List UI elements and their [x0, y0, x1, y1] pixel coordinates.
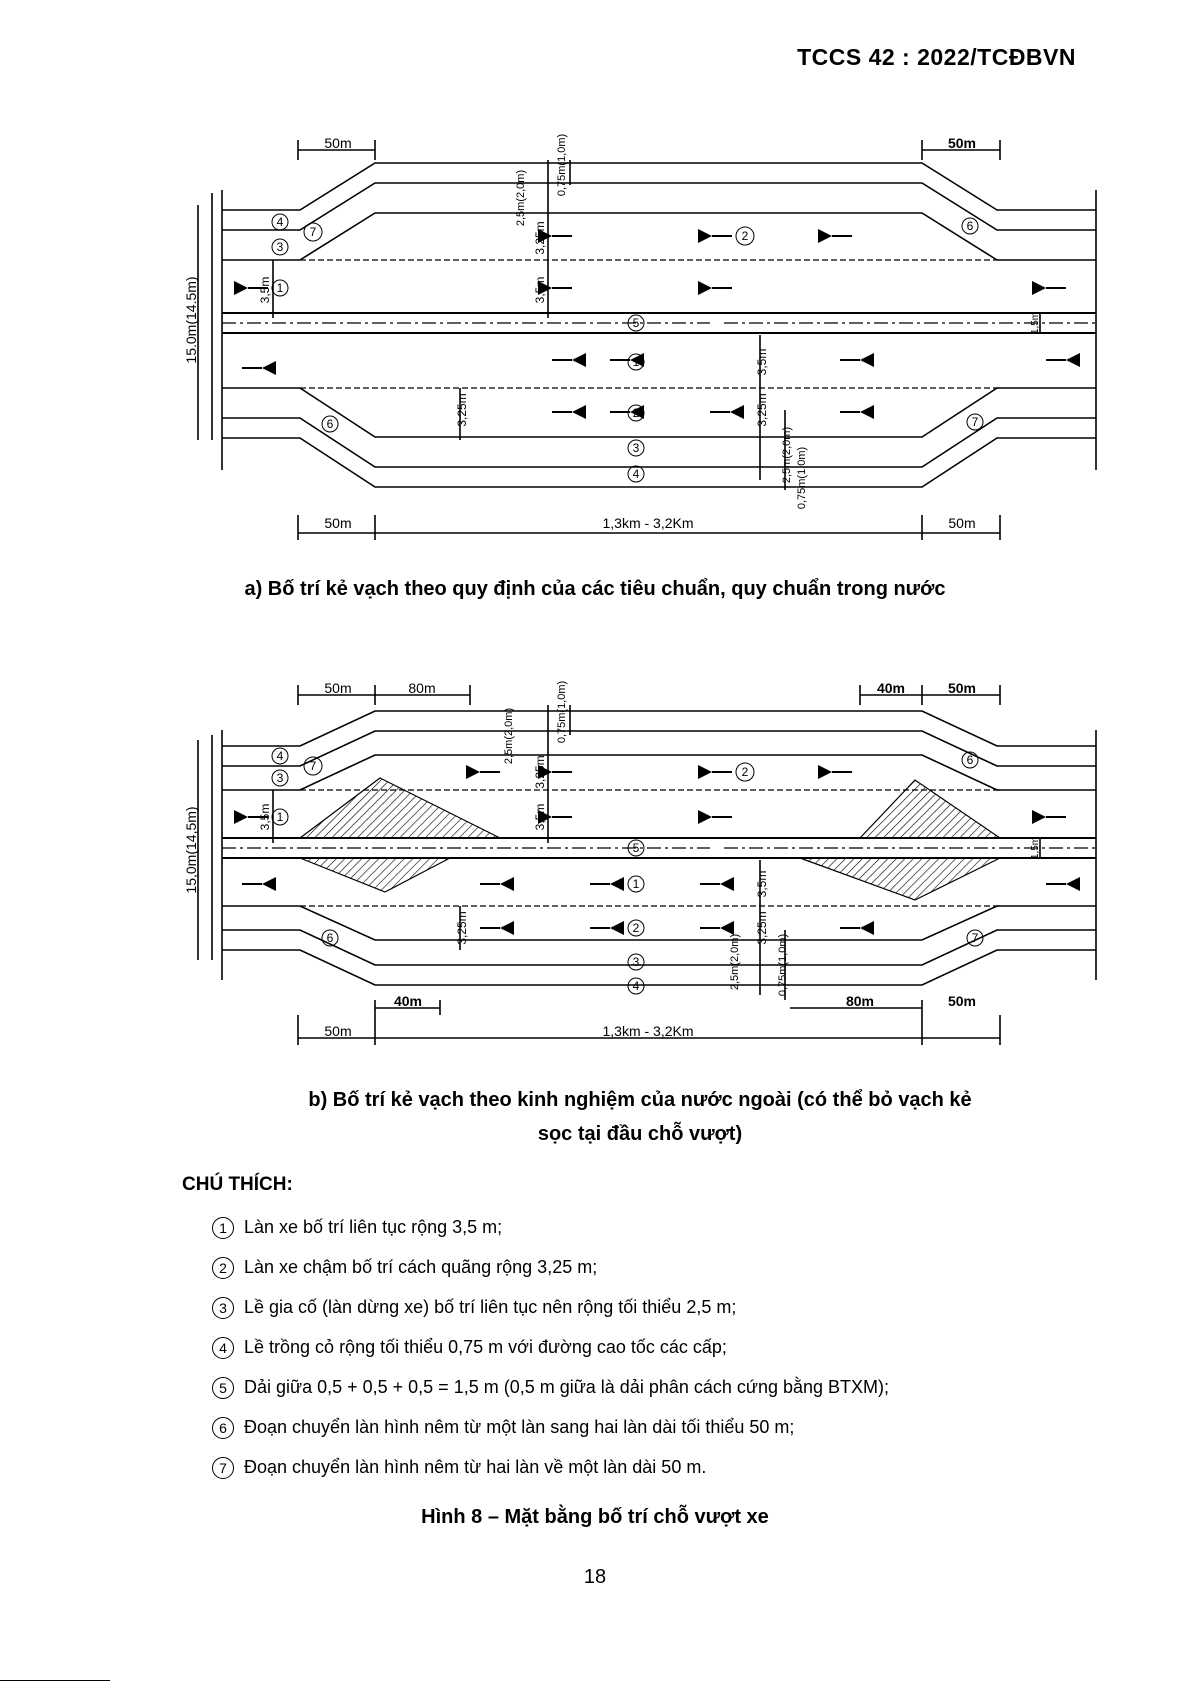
note-item [212, 1256, 889, 1296]
note-item [212, 1416, 889, 1456]
note-number: 1 [212, 1217, 234, 1239]
page-number: 18 [583, 1566, 607, 1588]
b-dim-bottom-40: 40m [393, 993, 423, 1009]
callout-7-lower: 7 [971, 415, 979, 429]
callout-6: 6 [966, 219, 974, 233]
caption-a: a) Bố trí kẻ vạch theo quy định của các tiêu chuẩn, quy chuẩn trong nước [244, 578, 946, 600]
b-callout-6-lower: 6 [326, 931, 334, 945]
median-width: 1,5m [1030, 311, 1041, 335]
caption-b [240, 1083, 1040, 1151]
callout-1: 1 [276, 281, 284, 295]
lane-35-lower: 3,5m [755, 348, 769, 376]
note-number: 4 [212, 1337, 234, 1359]
b-callout-7: 7 [309, 759, 317, 773]
b-lane-35-left: 3,5m [258, 803, 272, 831]
b-verge-upper: 0,75m(1,0m) [556, 680, 568, 744]
b-shoulder-upper: 2,5m(2,0m) [503, 707, 515, 765]
dim-bottom-right: 50m [948, 515, 976, 531]
b-shoulder-lower: 2,5m(2,0m) [729, 933, 741, 991]
b-dim-bottom-50-left: 50m [324, 1023, 352, 1039]
b-callout-1-lower: 1 [632, 877, 640, 891]
lane-35-left: 3,5m [258, 276, 272, 304]
callout-4: 4 [276, 215, 284, 229]
b-dim-bottom-50-right: 50m [947, 993, 977, 1009]
note-item [212, 1216, 889, 1256]
lane-35-center: 3,5m [533, 276, 547, 304]
b-lane-325-lower-right: 3,25m [755, 911, 769, 945]
footer-rule [0, 1680, 110, 1681]
dim-bottom-center: 1,3km - 3,2Km [602, 515, 694, 531]
lane-325-lower-right: 3,25m [755, 393, 769, 427]
note-text: Đoạn chuyển làn hình nêm từ một làn sang hai làn dài tối thiểu 50 m; [244, 1417, 795, 1437]
b-callout-7-lower: 7 [971, 931, 979, 945]
note-text: Dải giữa 0,5 + 0,5 + 0,5 = 1,5 m (0,5 m giữa là dải phân cách cứng bằng BTXM); [244, 1377, 890, 1397]
b-dim-top-50-right: 50m [947, 680, 977, 696]
note-number: 3 [212, 1297, 234, 1319]
callout-2-lower: 2 [632, 406, 640, 420]
note-text: Lề gia cố (làn dừng xe) bố trí liên tục nên rộng tối thiểu 2,5 m; [244, 1297, 737, 1317]
b-callout-4-lower: 4 [632, 979, 640, 993]
callout-2: 2 [741, 229, 749, 243]
b-lane-325-upper: 3,25m [533, 755, 547, 789]
note-number: 5 [212, 1377, 234, 1399]
b-callout-1: 1 [276, 810, 284, 824]
b-lane-35-center: 3,5m [533, 803, 547, 831]
note-text: Đoạn chuyển làn hình nêm từ hai làn về một làn dài 50 m. [244, 1457, 707, 1477]
note-item [212, 1376, 889, 1416]
b-verge-lower: 0,75m(1,0m) [777, 933, 789, 997]
b-callout-6: 6 [966, 753, 974, 767]
b-callout-2-lower: 2 [632, 921, 640, 935]
caption-b-line1: b) Bố trí kẻ vạch theo kinh nghiệm của nước ngoài (có thể bỏ vạch kẻ [308, 1089, 972, 1111]
dim-bottom-left: 50m [324, 515, 352, 531]
b-callout-3: 3 [276, 771, 284, 785]
note-number: 2 [212, 1257, 234, 1279]
callout-1-lower: 1 [632, 355, 640, 369]
callout-3-lower: 3 [632, 441, 640, 455]
b-dim-bottom-80: 80m [845, 993, 875, 1009]
b-lane-325-lower-left: 3,25m [455, 911, 469, 945]
total-width-label: 15.0m(14.5m) [183, 276, 199, 364]
callout-5: 5 [632, 316, 640, 330]
dim-top-left: 50m [324, 135, 352, 151]
b-dim-top-50-left: 50m [324, 680, 352, 696]
callout-3: 3 [276, 240, 284, 254]
figure-title: Hình 8 – Mặt bằng bố trí chỗ vượt xe [421, 1506, 769, 1528]
b-dim-top-40: 40m [876, 680, 906, 696]
notes-list [212, 1216, 889, 1496]
shoulder-upper: 2,5m(2,0m) [515, 169, 527, 227]
note-number: 6 [212, 1417, 234, 1439]
callout-6-lower: 6 [326, 417, 334, 431]
diagram-b [0, 660, 1190, 1080]
callout-7: 7 [309, 225, 317, 239]
note-text: Làn xe bố trí liên tục rộng 3,5 m; [244, 1217, 503, 1237]
note-item [212, 1456, 889, 1496]
callout-4-lower: 4 [632, 467, 640, 481]
b-total-width-label: 15,0m(14,5m) [183, 806, 199, 894]
dim-top-right: 50m [947, 135, 977, 151]
b-dim-bottom-center: 1,3km - 3,2Km [602, 1023, 694, 1039]
note-item [212, 1296, 889, 1336]
document-code: TCCS 42 : 2022/TCĐBVN [797, 44, 1076, 70]
b-median-width: 1,5m [1030, 836, 1041, 860]
caption-b-line2: sọc tại đầu chỗ vượt) [537, 1123, 743, 1145]
shoulder-lower: 2,5m(2,0m) [781, 426, 793, 484]
b-lane-35-lower: 3,5m [755, 870, 769, 898]
b-callout-3-lower: 3 [632, 955, 640, 969]
lane-325-upper: 3,25m [533, 221, 547, 255]
lane-325-lower-left: 3,25m [455, 393, 469, 427]
b-dim-top-80: 80m [408, 680, 436, 696]
b-callout-5: 5 [632, 841, 640, 855]
verge-lower: 0,75m(1,0m) [796, 446, 808, 510]
note-text: Lề trồng cỏ rộng tối thiểu 0,75 m với đường cao tốc các cấp; [244, 1337, 727, 1357]
diagram-a [0, 0, 1190, 560]
verge-upper: 0,75m(1,0m) [556, 133, 568, 197]
note-item [212, 1336, 889, 1376]
b-callout-4: 4 [276, 749, 284, 763]
b-callout-2: 2 [741, 765, 749, 779]
note-text: Làn xe chậm bố trí cách quãng rộng 3,25 m; [244, 1257, 598, 1277]
note-number: 7 [212, 1457, 234, 1479]
notes-title: CHÚ THÍCH: [182, 1174, 293, 1195]
